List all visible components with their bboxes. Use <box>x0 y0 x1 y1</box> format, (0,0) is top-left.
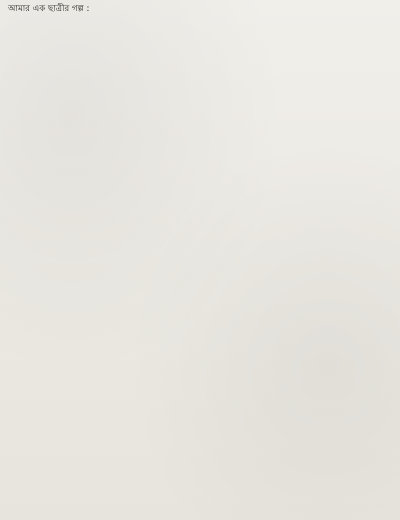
text-line <box>8 473 392 484</box>
text-line <box>8 142 392 153</box>
text-line <box>8 28 392 39</box>
text-line <box>8 222 392 233</box>
text-line <box>8 484 392 495</box>
text-line <box>8 62 392 73</box>
text-line <box>8 199 392 210</box>
text-line <box>8 313 392 324</box>
text-line <box>8 302 392 313</box>
text-line <box>8 461 392 472</box>
text-line <box>8 233 392 244</box>
text-line <box>8 325 392 336</box>
text-line <box>8 74 392 85</box>
text-line <box>8 336 392 347</box>
text-line <box>8 416 392 427</box>
text-line <box>8 188 392 199</box>
text-line <box>8 439 392 450</box>
text-line <box>8 211 392 222</box>
text-line <box>8 245 392 256</box>
text-line <box>8 496 392 507</box>
text-line <box>8 176 392 187</box>
text-line <box>8 256 392 267</box>
text-line <box>8 347 392 358</box>
text-body <box>8 17 392 507</box>
page-heading: আমার এক ছাত্রীর গল্প : <box>8 4 90 14</box>
text-line <box>8 404 392 415</box>
text-line <box>8 153 392 164</box>
text-line <box>8 51 392 62</box>
text-line <box>8 17 392 28</box>
text-line <box>8 85 392 96</box>
text-line <box>8 108 392 119</box>
text-line <box>8 131 392 142</box>
text-line <box>8 450 392 461</box>
text-line <box>8 290 392 301</box>
text-line <box>8 427 392 438</box>
text-line <box>8 96 392 107</box>
text-line <box>8 359 392 370</box>
text-line <box>8 165 392 176</box>
text-line <box>8 268 392 279</box>
text-line <box>8 279 392 290</box>
text-line <box>8 393 392 404</box>
text-line <box>8 39 392 50</box>
text-line <box>8 382 392 393</box>
text-line <box>8 119 392 130</box>
text-line <box>8 370 392 381</box>
